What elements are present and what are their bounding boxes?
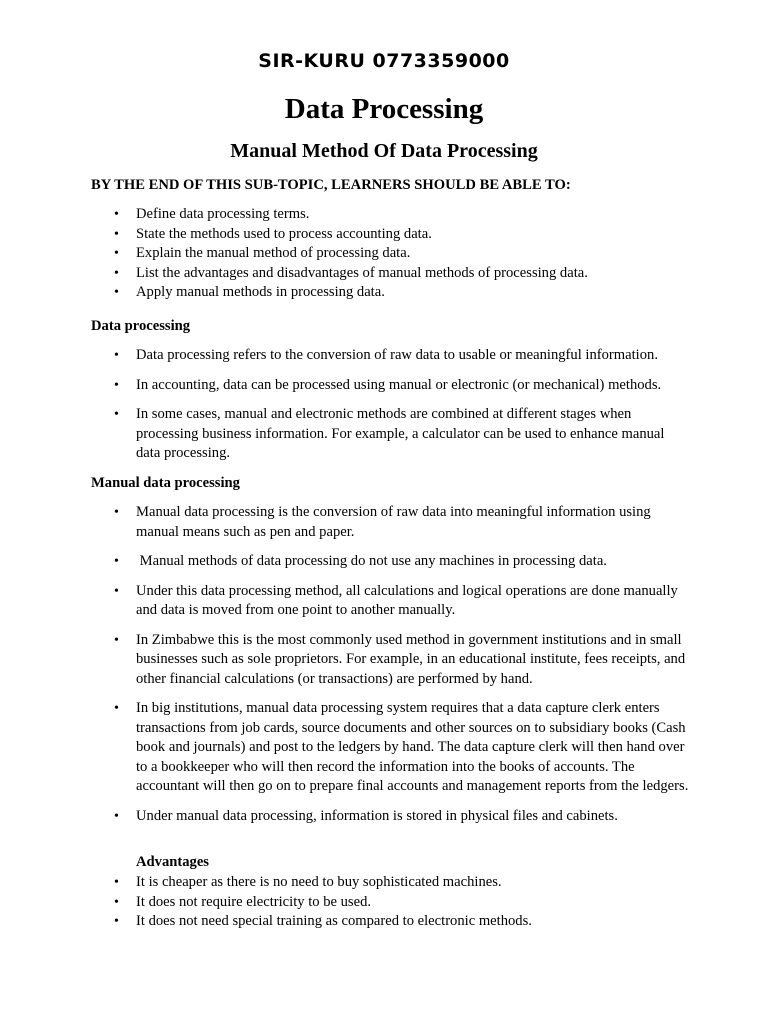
- list-item: [91, 699, 691, 797]
- page-subtitle: Manual Method Of Data Processing: [230, 140, 538, 162]
- advantages-heading: Advantages: [136, 854, 209, 870]
- list-item-text: Explain the manual method of processing data.: [136, 245, 411, 261]
- list-item: [91, 552, 691, 572]
- list-item-text: In Zimbabwe this is the most commonly used method in government institutions and in small businesses such as sole proprietors. For example, in an educational institute, fees receipts, and other financial calculations (or transactions) are performed by hand.: [136, 631, 686, 687]
- list-item-text: Data processing refers to the conversion of raw data to usable or meaningful information.: [136, 347, 658, 363]
- list-item: [91, 205, 691, 225]
- list-item: [91, 873, 691, 893]
- list-item: [91, 225, 691, 245]
- bullet-icon: •: [114, 701, 119, 716]
- bullet-icon: •: [114, 407, 119, 422]
- list-item-text: Under this data processing method, all calculations and logical operations are done manually and data is moved from one point to another manually.: [136, 582, 678, 618]
- list-item-text: Manual methods of data processing do not use any machines in processing data.: [136, 553, 607, 569]
- list-item-text: Apply manual methods in processing data.: [136, 284, 385, 300]
- list-item-text: It is cheaper as there is no need to buy sophisticated machines.: [136, 874, 502, 890]
- objectives-list: [91, 205, 691, 303]
- list-item-text: In accounting, data can be processed using manual or electronic (or mechanical) methods.: [136, 376, 662, 393]
- bullet-icon: •: [114, 285, 119, 300]
- list-item-text: State the methods used to process accounting data.: [136, 225, 432, 242]
- list-item: [91, 807, 691, 827]
- bullet-icon: •: [114, 914, 119, 929]
- list-item-text: In big institutions, manual data processing system requires that a data capture clerk enters transactions from job cards, source documents and other sources on to subsidiary books (Cash book and journals) and post to the ledgers by hand. The data capture clerk will then hand over to a bookkeeper who will then record the information into the books of accounts. The accountant will then go on to prepare final accounts and management reports from the ledgers.: [136, 700, 689, 794]
- bullet-icon: •: [114, 894, 119, 910]
- list-item: [91, 582, 691, 621]
- list-item-text: Manual data processing is the conversion of raw data into meaningful information using manual means such as pen and paper.: [136, 504, 651, 540]
- list-item: [91, 376, 691, 396]
- bullet-icon: •: [114, 226, 119, 242]
- list-item-text: It does not require electricity to be used.: [136, 893, 372, 910]
- bullet-icon: •: [114, 348, 119, 363]
- bullet-icon: •: [114, 246, 119, 261]
- list-item: [91, 912, 691, 932]
- bullet-icon: •: [114, 265, 119, 281]
- list-item-text: Under manual data processing, information is stored in physical files and cabinets.: [136, 807, 618, 824]
- advantages-list: [91, 873, 691, 932]
- page-title: Data Processing: [284, 93, 484, 125]
- list-item: [91, 405, 691, 464]
- list-item: [91, 893, 691, 913]
- bullet-icon: •: [114, 207, 119, 222]
- bullet-icon: •: [114, 377, 119, 393]
- author-contact-header: SIR-KURU 0773359000: [258, 50, 510, 72]
- list-item: [91, 631, 691, 690]
- section-heading-data-processing: Data processing: [91, 318, 191, 334]
- data-processing-list: [91, 346, 691, 474]
- list-item: [91, 244, 691, 264]
- list-item: [91, 264, 691, 284]
- list-item-text: List the advantages and disadvantages of manual methods of processing data.: [136, 264, 588, 281]
- bullet-icon: •: [114, 505, 119, 520]
- list-item: [91, 503, 691, 542]
- bullet-icon: •: [114, 875, 119, 890]
- list-item: [91, 346, 691, 366]
- bullet-icon: •: [114, 554, 119, 569]
- section-heading-manual-data-processing: Manual data processing: [91, 475, 240, 491]
- bullet-icon: •: [114, 632, 119, 648]
- manual-processing-list: [91, 503, 691, 836]
- bullet-icon: •: [114, 583, 119, 599]
- list-item-text: Define data processing terms.: [136, 206, 310, 222]
- list-item: [91, 283, 691, 303]
- list-item-text: It does not need special training as compared to electronic methods.: [136, 913, 532, 929]
- bullet-icon: •: [114, 808, 119, 824]
- list-item-text: In some cases, manual and electronic methods are combined at different stages when processing business information. For example, a calculator can be used to enhance manual data processing.: [136, 406, 665, 461]
- objectives-heading: BY THE END OF THIS SUB-TOPIC, LEARNERS SHOULD BE ABLE TO:: [91, 177, 571, 193]
